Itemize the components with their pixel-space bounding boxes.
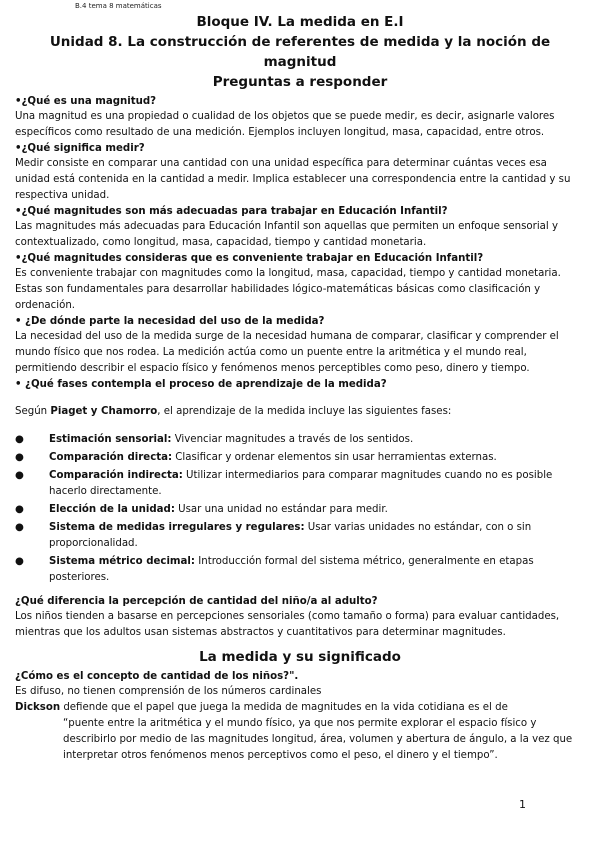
answer-diferencia-percepcion: Los niños tienden a basarse en percepciones sensoriales (como tamaño o forma) para evaluar cantidades, mientras que los adultos usan sistemas abstractos y cuantitativos para determinar magnitudes. <box>15 611 560 638</box>
phase-item: ● Elección de la unidad: Usar una unidad no estándar para medir. <box>15 502 585 518</box>
question-magnitudes-adecuadas: •¿Qué magnitudes son más adecuadas para trabajar en Educación Infantil? <box>15 206 448 217</box>
phase-item: ● Estimación sensorial: Vivenciar magnitudes a través de los sentidos. <box>15 432 585 448</box>
document-page <box>15 12 585 764</box>
question-medir: •¿Qué significa medir? <box>15 143 145 154</box>
bullet-icon: ● <box>15 556 24 567</box>
answer-concepto-cantidad: Es difuso, no tienen comprensión de los números cardinales <box>15 686 322 697</box>
phase-item: ● Sistema de medidas irregulares y regulares: Usar varias unidades no estándar, con o sin proporcionalidad. <box>15 520 585 552</box>
phases-authors: Piaget y Chamorro <box>50 406 158 417</box>
block-title: Bloque IV. La medida en E.I <box>196 14 404 30</box>
page-number: 1 <box>519 798 526 811</box>
question-magnitud: •¿Qué es una magnitud? <box>15 96 157 107</box>
answer-medir: Medir consiste en comparar una cantidad con una unidad específica para determinar cuántas veces esa unidad está contenida en la cantidad a medir. Implica establecer una correspondencia entre la cantidad y su respectiva unidad. <box>15 158 571 201</box>
bullet-icon: ● <box>15 504 24 515</box>
section-title: La medida y su significado <box>199 649 401 665</box>
phase-item: ● Sistema métrico decimal: Introducción formal del sistema métrico, generalmente en etapas posteriores. <box>15 554 585 586</box>
dickson-quote: “puente entre la aritmética y el mundo físico, ya que nos permite explorar el espacio físico y describirlo por medio de las magnitudes longitud, área, volumen y abertura de ángulo, a la vez que interpretar otros fenómenos menos perceptivos como el peso, el dinero y el tiempo”. <box>63 718 573 761</box>
answer-magnitudes-adecuadas: Las magnitudes más adecuadas para Educación Infantil son aquellas que permiten un enfoque sensorial y contextualizado, como longitud, masa, capacidad, tiempo y cantidad monetaria. <box>15 221 559 248</box>
dickson-name: Dickson <box>15 702 61 713</box>
question-diferencia-percepcion: ¿Qué diferencia la percepción de cantidad del niño/a al adulto? <box>15 596 378 607</box>
bullet-icon: ● <box>15 434 24 445</box>
answer-magnitudes-convenientes: Es conveniente trabajar con magnitudes como la longitud, masa, capacidad, tiempo y cantidad monetaria. Estas son fundamentales para desarrollar habilidades lógico-matemáticas básicas como clasificación y ordenación. <box>15 268 561 311</box>
question-magnitudes-convenientes: •¿Qué magnitudes consideras que es conveniente trabajar en Educación Infantil? <box>15 253 484 264</box>
questions-title: Preguntas a responder <box>212 74 388 90</box>
question-necesidad-medida: • ¿De dónde parte la necesidad del uso de la medida? <box>15 316 325 327</box>
dickson-paragraph: Dickson defiende que el papel que juega la medida de magnitudes en la vida cotidiana es el de “puente entre la aritmética y el mundo físico, ya que nos permite explorar el espacio físico y describirlo por medio de las magnitudes longitud, área, volumen y abertura de ángulo, a la vez que interpretar otros fenómenos menos perceptivos como el peso, el dinero y el tiempo”. <box>15 700 585 764</box>
bullet-icon: ● <box>15 522 24 533</box>
header-label: B.4 tema 8 matemáticas <box>75 2 162 10</box>
question-fases: • ¿Qué fases contempla el proceso de aprendizaje de la medida? <box>15 379 387 390</box>
question-concepto-cantidad: ¿Cómo es el concepto de cantidad de los niños?". <box>15 671 299 682</box>
unit-title: Unidad 8. La construcción de referentes de medida y la noción de magnitud <box>49 34 551 70</box>
answer-magnitud: Una magnitud es una propiedad o cualidad de los objetos que se puede medir, es decir, asignarle valores específicos como resultado de una medición. Ejemplos incluyen longitud, masa, capacidad, entre otros. <box>15 111 555 138</box>
phase-item: ● Comparación directa: Clasificar y ordenar elementos sin usar herramientas externas. <box>15 450 585 466</box>
bullet-icon: ● <box>15 452 24 463</box>
answer-necesidad-medida: La necesidad del uso de la medida surge de la necesidad humana de comparar, clasificar y comprender el mundo físico que nos rodea. La medición actúa como un puente entre la aritmética y el mundo real, permitiendo describir el espacio físico y fenómenos menos perceptibles como peso, dinero y tiempo. <box>15 331 559 374</box>
bullet-icon: ● <box>15 470 24 481</box>
phase-item: ● Comparación indirecta: Utilizar intermediarios para comparar magnitudes cuando no es posible hacerlo directamente. <box>15 468 585 500</box>
phases-intro: Según Piaget y Chamorro, el aprendizaje de la medida incluye las siguientes fases: <box>15 406 452 417</box>
